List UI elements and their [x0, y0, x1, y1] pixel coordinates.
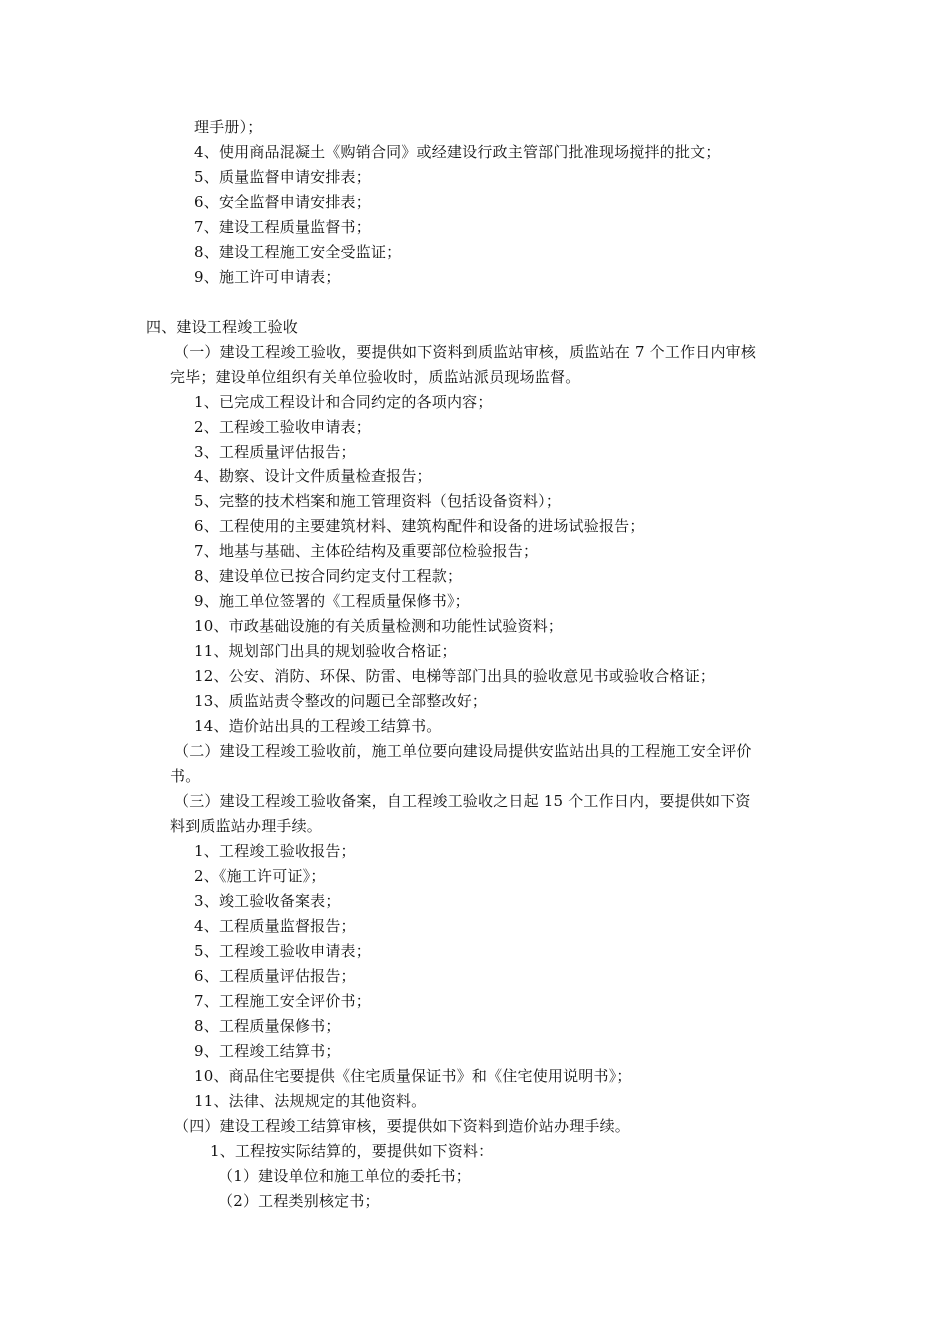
list-item: 3、竣工验收备案表； [194, 892, 341, 910]
paragraph-line: （一）建设工程竣工验收，要提供如下资料到质监站审核，质监站在 7 个工作日内审核 [174, 343, 757, 361]
paragraph-line: （四）建设工程竣工结算审核，要提供如下资料到造价站办理手续。 [174, 1117, 631, 1135]
paragraph-line: 完毕；建设单位组织有关单位验收时，质监站派员现场监督。 [170, 368, 581, 386]
list-item: 11、法律、法规规定的其他资料。 [194, 1092, 427, 1110]
paragraph-line: （三）建设工程竣工验收备案，自工程竣工验收之日起 15 个工作日内，要提供如下资 [174, 792, 751, 810]
list-item: 8、建设单位已按合同约定支付工程款； [194, 567, 463, 585]
list-item: 4、使用商品混凝土《购销合同》或经建设行政主管部门批准现场搅拌的批文； [194, 143, 721, 161]
list-item: 4、工程质量监督报告； [194, 917, 356, 935]
list-item: 11、规划部门出具的规划验收合格证； [194, 642, 457, 660]
list-item: 1、工程竣工验收报告； [194, 842, 356, 860]
list-item: 14、造价站出具的工程竣工结算书。 [194, 717, 442, 735]
sub-list-item: （1）建设单位和施工单位的委托书； [218, 1167, 471, 1185]
list-item: 9、施工单位签署的《工程质量保修书》； [194, 592, 470, 610]
list-item: 2、工程竣工验收申请表； [194, 418, 371, 436]
paragraph-line: 书。 [170, 767, 201, 785]
list-item: 13、质监站责令整改的问题已全部整改好； [194, 692, 488, 710]
list-item: 5、质量监督申请安排表； [194, 168, 371, 186]
paragraph-line: 料到质监站办理手续。 [170, 817, 323, 835]
list-item: 6、工程使用的主要建筑材料、建筑构配件和设备的进场试验报告； [194, 517, 645, 535]
list-item: 12、公安、消防、环保、防雷、电梯等部门出具的验收意见书或验收合格证； [194, 667, 716, 685]
list-item: 7、建设工程质量监督书； [194, 218, 371, 236]
list-item: 10、商品住宅要提供《住宅质量保证书》和《住宅使用说明书》； [194, 1067, 632, 1085]
list-item: 9、工程竣工结算书； [194, 1042, 341, 1060]
sub-list-item: （2）工程类别核定书； [218, 1192, 380, 1210]
list-item: 8、工程质量保修书； [194, 1017, 341, 1035]
paragraph-line: （二）建设工程竣工验收前，施工单位要向建设局提供安监站出具的工程施工安全评价 [174, 742, 752, 760]
list-item: 7、地基与基础、主体砼结构及重要部位检验报告； [194, 542, 539, 560]
list-item: 10、市政基础设施的有关质量检测和功能性试验资料； [194, 617, 564, 635]
list-item: 6、安全监督申请安排表； [194, 193, 371, 211]
list-item: 6、工程质量评估报告； [194, 967, 356, 985]
list-item: 5、完整的技术档案和施工管理资料（包括设备资料）； [194, 492, 562, 510]
list-item: 8、建设工程施工安全受监证； [194, 243, 402, 261]
sub-heading: 1、工程按实际结算的，要提供如下资料： [210, 1142, 494, 1160]
continuation-tail: 理手册）； [194, 118, 263, 136]
list-item: 5、工程竣工验收申请表； [194, 942, 371, 960]
section-heading: 四、建设工程竣工验收 [146, 318, 299, 336]
list-item: 4、勘察、设计文件质量检查报告； [194, 467, 432, 485]
list-item: 9、施工许可申请表； [194, 268, 341, 286]
list-item: 2、《施工许可证》； [194, 867, 326, 885]
list-item: 1、已完成工程设计和合同约定的各项内容； [194, 393, 493, 411]
list-item: 7、工程施工安全评价书； [194, 992, 371, 1010]
list-item: 3、工程质量评估报告； [194, 443, 356, 461]
